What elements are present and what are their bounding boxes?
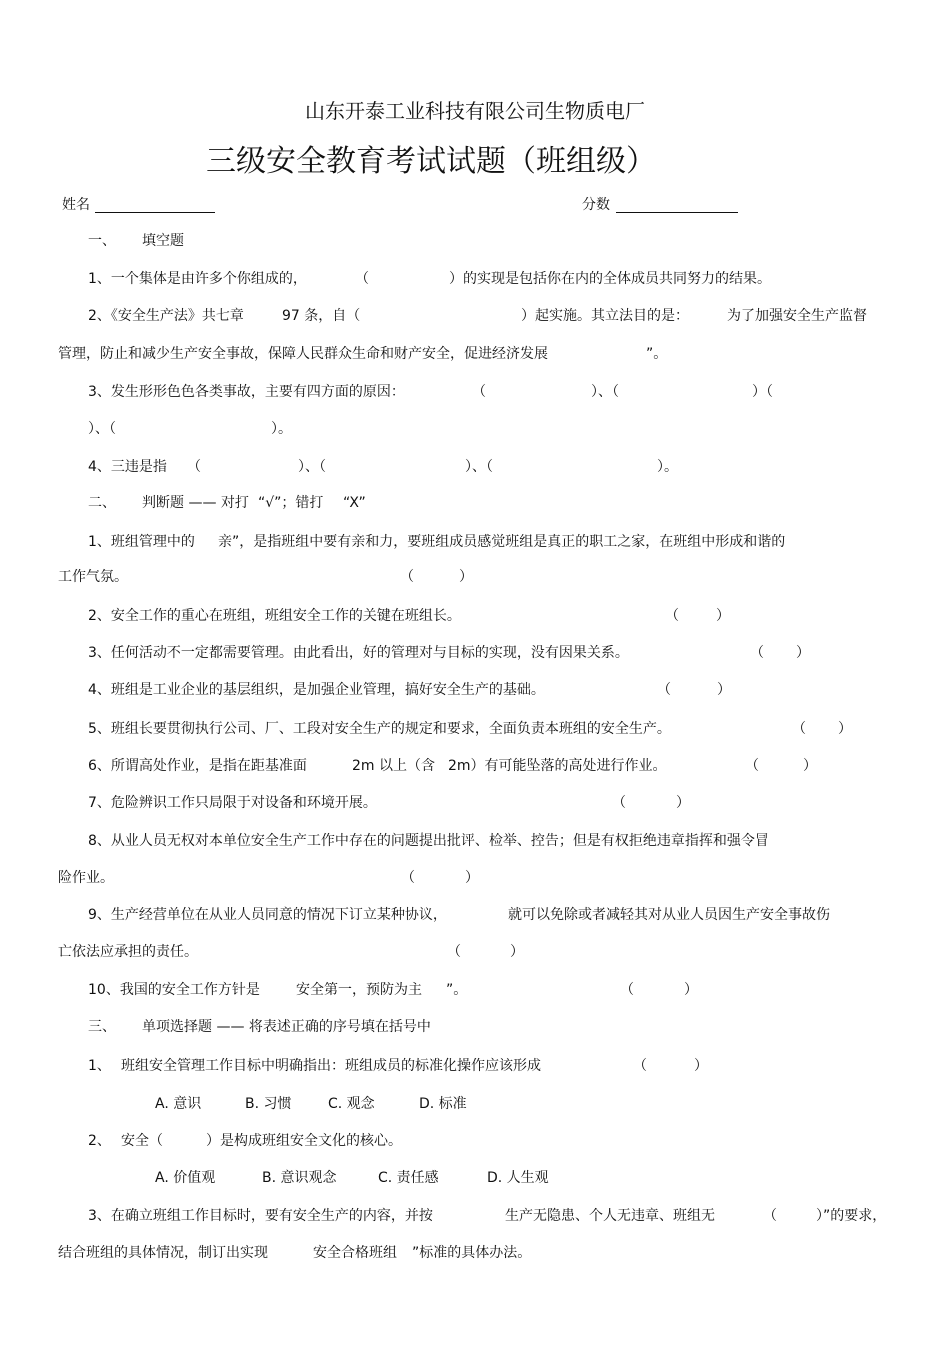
s1-q1-rest: ）的实现是包括你在内的全体成员共同努力的结果。	[449, 271, 771, 287]
s1-q3-p1: （	[472, 384, 486, 400]
s2-q2-open: （	[665, 608, 679, 624]
s3-q1-option-b[interactable]: B. 习惯	[245, 1096, 292, 1112]
s2-q6-text: 6、所谓高处作业，是指在距基准面	[88, 758, 307, 774]
s3-q3-line2c: ”标准的具体办法。	[412, 1245, 532, 1261]
s1-q2-line2: 管理，防止和减少生产安全事故，保障人民群众生命和财产安全，促进经济发展	[58, 346, 548, 362]
s3-q1-number: 1、	[88, 1058, 111, 1074]
s2-q1-line2: 工作气氛。	[58, 569, 128, 585]
s2-q9-text2: 就可以免除或者减轻其对从业人员因生产安全事故伤	[508, 907, 830, 923]
section-2-title: 判断题 —— 对打	[142, 495, 249, 511]
s1-q4-p3: ）、（	[465, 459, 493, 475]
s2-q9-line2: 亡依法应承担的责任。	[58, 944, 198, 960]
s1-q4-p1: （	[187, 459, 201, 475]
s2-q8-close: ）	[465, 870, 479, 886]
section-2-number: 二、	[88, 495, 116, 511]
s3-q1-text: 班组安全管理工作目标中明确指出：班组成员的标准化操作应该形成	[121, 1058, 541, 1074]
s1-q2-part4: 为了加强安全生产监督	[727, 308, 867, 324]
s3-q1-close: ）	[694, 1058, 708, 1074]
s3-q2-option-c[interactable]: C. 责任感	[378, 1170, 439, 1186]
s2-q10-text: 10、我国的安全工作方针是	[88, 982, 260, 998]
s2-q5-close: ）	[838, 721, 852, 737]
s3-q2-option-a[interactable]: A. 价值观	[155, 1170, 216, 1186]
name-label: 姓名	[62, 197, 90, 213]
s3-q3-open: （	[763, 1208, 777, 1224]
s2-q5-open: （	[792, 721, 806, 737]
s3-q2-text: 安全（	[121, 1133, 163, 1149]
s3-q2-option-b[interactable]: B. 意识观念	[262, 1170, 337, 1186]
section-1-title: 填空题	[142, 233, 184, 249]
name-field[interactable]	[95, 212, 215, 213]
section-1-number: 一、	[88, 233, 116, 249]
s2-q1-text: 1、班组管理中的	[88, 534, 195, 550]
s3-q1-option-a[interactable]: A. 意识	[155, 1096, 202, 1112]
s2-q7-text: 7、危险辨识工作只局限于对设备和环境开展。	[88, 795, 377, 811]
s3-q2-option-d[interactable]: D. 人生观	[487, 1170, 549, 1186]
s2-q1-close: ）	[459, 569, 473, 585]
s3-q3-text: 3、在确立班组工作目标时，要有安全生产的内容，并按	[88, 1208, 433, 1224]
company-name: 山东开泰工业科技有限公司生物质电厂	[305, 99, 645, 123]
section-3-number: 三、	[88, 1019, 116, 1035]
s3-q3-line2: 结合班组的具体情况，制订出实现	[58, 1245, 268, 1261]
s2-q4-open: （	[657, 682, 671, 698]
s2-q10-text2: 安全第一，预防为主	[296, 982, 422, 998]
exam-title: 三级安全教育考试试题（班组级）	[206, 144, 656, 179]
s3-q1-open: （	[633, 1058, 647, 1074]
s2-q3-close: ）	[796, 645, 810, 661]
s3-q3-text2: 生产无隐患、个人无违章、班组无	[505, 1208, 715, 1224]
s2-q6-text3: 2m）有可能坠落的高处进行作业。	[448, 758, 667, 774]
score-label: 分数	[582, 197, 610, 213]
s1-q4-p4: ）。	[657, 459, 678, 475]
s3-q2-number: 2、	[88, 1133, 111, 1149]
s3-q3-close: ）”的要求，	[816, 1208, 887, 1224]
section-2-mark1: “√”；错打	[258, 495, 324, 511]
s2-q8-line2: 险作业。	[58, 870, 114, 886]
s1-q3-p2: ）、（	[591, 384, 619, 400]
s1-q1-open: （	[355, 271, 369, 287]
s1-q3-text: 3、发生形形色色各类事故，主要有四方面的原因：	[88, 384, 405, 400]
s1-q2-end: ”。	[646, 346, 668, 362]
s1-q3-p3: ）（	[752, 384, 773, 400]
s2-q5-text: 5、班组长要贯彻执行公司、厂、工段对安全生产的规定和要求，全面负责本班组的安全生产。	[88, 721, 671, 737]
s1-q2-part2: 97 条，自（	[282, 308, 361, 324]
s1-q3-p4: ）、（	[88, 421, 116, 437]
s3-q1-option-c[interactable]: C. 观念	[328, 1096, 375, 1112]
s2-q10-end: ”。	[446, 982, 468, 998]
s2-q2-close: ）	[716, 608, 730, 624]
s2-q3-text: 3、任何活动不一定都需要管理。由此看出，好的管理对与目标的实现，没有因果关系。	[88, 645, 629, 661]
s2-q4-close: ）	[717, 682, 731, 698]
s3-q1-option-d[interactable]: D. 标准	[419, 1096, 467, 1112]
s3-q2-rest: ）是构成班组安全文化的核心。	[206, 1133, 402, 1149]
s1-q4-p2: ）、（	[298, 459, 326, 475]
s2-q6-text2: 2m 以上（含	[352, 758, 435, 774]
s2-q6-open: （	[745, 758, 759, 774]
s1-q1-text: 1、一个集体是由许多个你组成的，	[88, 271, 307, 287]
s2-q10-close: ）	[684, 982, 698, 998]
section-3-title: 单项选择题 —— 将表述正确的序号填在括号中	[142, 1019, 431, 1035]
s2-q1-open: （	[400, 569, 414, 585]
s1-q2-text: 2、《安全生产法》共七章	[88, 308, 244, 324]
s2-q7-close: ）	[676, 795, 690, 811]
s1-q2-part3: ）起实施。其立法目的是：	[521, 308, 689, 324]
s2-q8-text: 8、从业人员无权对本单位安全生产工作中存在的问题提出批评、检举、控告；但是有权拒绝违章指挥和强令冒	[88, 833, 769, 849]
s2-q3-open: （	[750, 645, 764, 661]
s2-q1-text2: 亲”，是指班组中要有亲和力，要班组成员感觉班组是真正的职工之家，在班组中形成和谐的	[218, 534, 786, 550]
s1-q4-text: 4、三违是指	[88, 459, 167, 475]
s2-q10-open: （	[620, 982, 634, 998]
s2-q9-open: （	[447, 944, 461, 960]
score-field[interactable]	[616, 212, 738, 213]
s3-q3-line2b: 安全合格班组	[313, 1245, 397, 1261]
s2-q2-text: 2、安全工作的重心在班组，班组安全工作的关键在班组长。	[88, 608, 461, 624]
s1-q3-p5: ）。	[271, 421, 292, 437]
s2-q9-text: 9、生产经营单位在从业人员同意的情况下订立某种协议，	[88, 907, 447, 923]
s2-q7-open: （	[612, 795, 626, 811]
s2-q9-close: ）	[510, 944, 524, 960]
s2-q6-close: ）	[803, 758, 817, 774]
s2-q4-text: 4、班组是工业企业的基层组织，是加强企业管理，搞好安全生产的基础。	[88, 682, 545, 698]
section-2-mark2: “X”	[343, 495, 366, 511]
s2-q8-open: （	[401, 870, 415, 886]
